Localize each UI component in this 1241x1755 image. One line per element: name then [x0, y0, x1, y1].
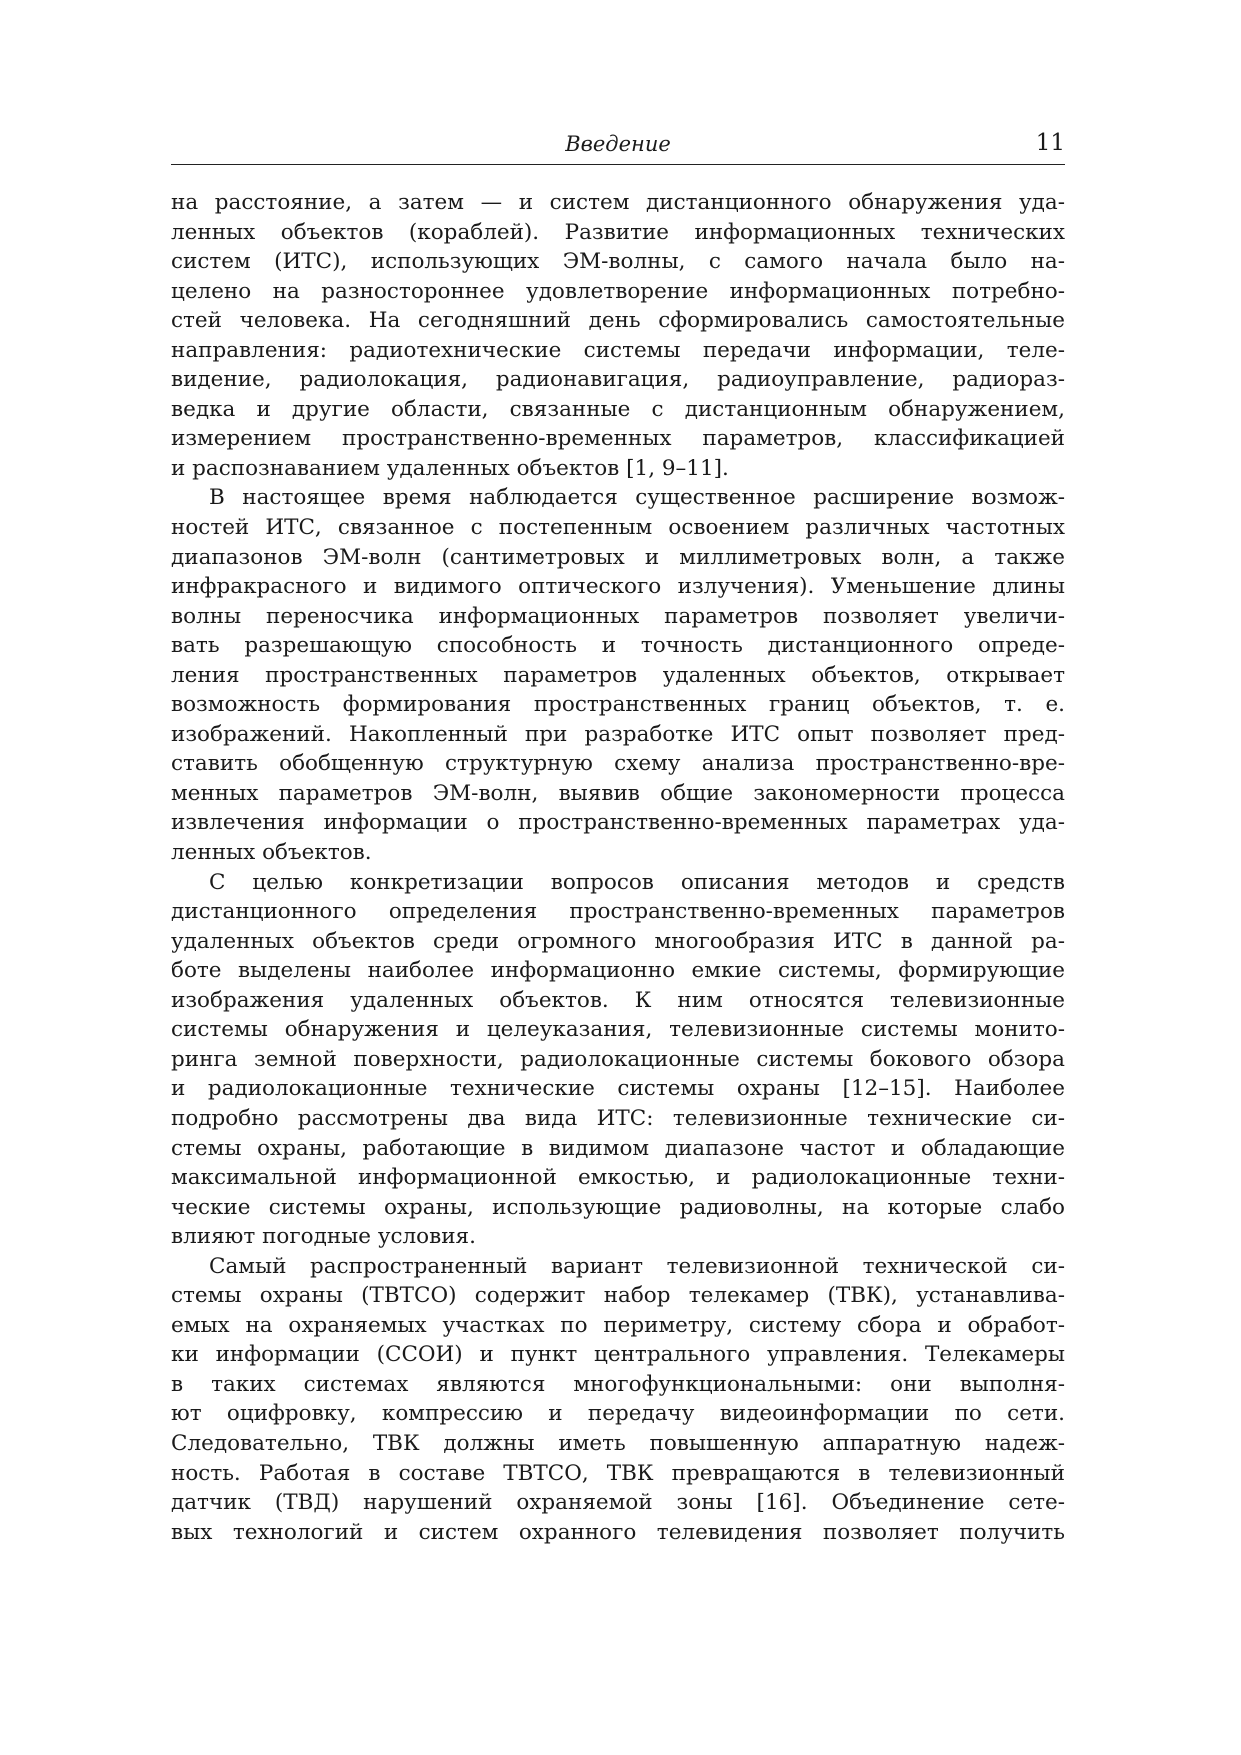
text-line: вых технологий и систем охранного телевидения позволяет получить — [171, 1519, 1065, 1545]
text-line: видение, радиолокация, радионавигация, радиоуправление, радиораз- — [171, 367, 1065, 393]
text-line: ют оцифровку, компрессию и передачу видеоинформации по сети. — [171, 1401, 1065, 1427]
text-line: стемы охраны (ТВТСО) содержит набор телекамер (ТВК), устанавлива- — [171, 1283, 1065, 1309]
text-line: инфракрасного и видимого оптического излучения). Уменьшение длины — [171, 574, 1065, 600]
body-text — [171, 188, 1065, 1547]
text-line: подробно рассмотрены два вида ИТС: телевизионные технические си- — [171, 1105, 1065, 1131]
text-line: вать разрешающую способность и точность дистанционного опреде- — [171, 633, 1065, 659]
text-line: емых на охраняемых участках по периметру, систему сбора и обработ- — [171, 1312, 1065, 1338]
text-line: стемы охраны, работающие в видимом диапазоне частот и обладающие — [171, 1135, 1065, 1161]
text-line: Самый распространенный вариант телевизионной технической си- — [209, 1253, 1065, 1279]
text-line: Следовательно, ТВК должны иметь повышенную аппаратную надеж- — [171, 1430, 1065, 1456]
text-line: боте выделены наиболее информационно емкие системы, формирующие — [171, 958, 1065, 984]
text-line: системы обнаружения и целеуказания, телевизионные системы монито- — [171, 1017, 1065, 1043]
text-line: менных параметров ЭМ-волн, выявив общие закономерности процесса — [171, 780, 1065, 806]
text-line: стей человека. На сегодняшний день сформировались самостоятельные — [171, 308, 1065, 334]
text-line: и распознаванием удаленных объектов [1, 9–11]. — [171, 455, 729, 481]
text-line: систем (ИТС), использующих ЭМ-волны, с самого начала было на- — [171, 249, 1065, 275]
running-header — [171, 128, 1065, 165]
running-title: Введение — [565, 132, 671, 156]
text-line: ления пространственных параметров удаленных объектов, открывает — [171, 662, 1065, 688]
text-line: ринга земной поверхности, радиолокационные системы бокового обзора — [171, 1046, 1065, 1072]
text-line: ленных объектов (кораблей). Развитие информационных технических — [171, 219, 1065, 245]
text-line: на расстояние, а затем — и систем дистанционного обнаружения уда- — [171, 190, 1065, 215]
text-line: ленных объектов. — [171, 840, 372, 866]
text-line: датчик (ТВД) нарушений охраняемой зоны [16]. Объединение сете- — [171, 1490, 1065, 1516]
text-line: диапазонов ЭМ-волн (сантиметровых и миллиметровых волн, а также — [171, 544, 1065, 570]
text-line: изображения удаленных объектов. К ним относятся телевизионные — [171, 987, 1065, 1013]
text-line: извлечения информации о пространственно-временных параметрах уда- — [171, 810, 1065, 836]
text-line: изображений. Накопленный при разработке ИТС опыт позволяет пред- — [171, 721, 1065, 747]
text-line: измерением пространственно-временных параметров, классификацией — [171, 426, 1065, 452]
text-line: удаленных объектов среди огромного многообразия ИТС в данной ра- — [171, 928, 1065, 954]
text-line: ведка и другие области, связанные с дистанционным обнаружением, — [171, 396, 1065, 422]
text-line: направления: радиотехнические системы передачи информации, теле- — [171, 337, 1065, 363]
text-line: ческие системы охраны, использующие радиоволны, на которые слабо — [171, 1194, 1065, 1220]
text-line: ностей ИТС, связанное с постепенным освоением различных частотных — [171, 515, 1065, 541]
text-line: возможность формирования пространственных границ объектов, т. е. — [171, 692, 1065, 718]
text-line: в таких системах являются многофункциональными: они выполня- — [171, 1371, 1065, 1397]
text-line: С целью конкретизации вопросов описания методов и средств — [209, 869, 1065, 895]
text-line: целено на разностороннее удовлетворение информационных потребно- — [171, 278, 1065, 304]
text-line: В настоящее время наблюдается существенное расширение возмож- — [209, 485, 1065, 511]
text-line: и радиолокационные технические системы охраны [12–15]. Наиболее — [171, 1076, 1065, 1102]
book-page — [171, 128, 1065, 1547]
page-number: 11 — [1035, 130, 1065, 156]
text-line: ность. Работая в составе ТВТСО, ТВК превращаются в телевизионный — [171, 1460, 1065, 1486]
text-line: ки информации (ССОИ) и пункт центрального управления. Телекамеры — [171, 1342, 1065, 1368]
text-line: максимальной информационной емкостью, и радиолокационные техни- — [171, 1165, 1065, 1191]
text-line: ставить обобщенную структурную схему анализа пространственно-вре- — [171, 751, 1065, 777]
text-line: волны переносчика информационных параметров позволяет увеличи- — [171, 603, 1065, 629]
text-line: влияют погодные условия. — [171, 1224, 476, 1250]
text-line: дистанционного определения пространственно-временных параметров — [171, 899, 1065, 925]
